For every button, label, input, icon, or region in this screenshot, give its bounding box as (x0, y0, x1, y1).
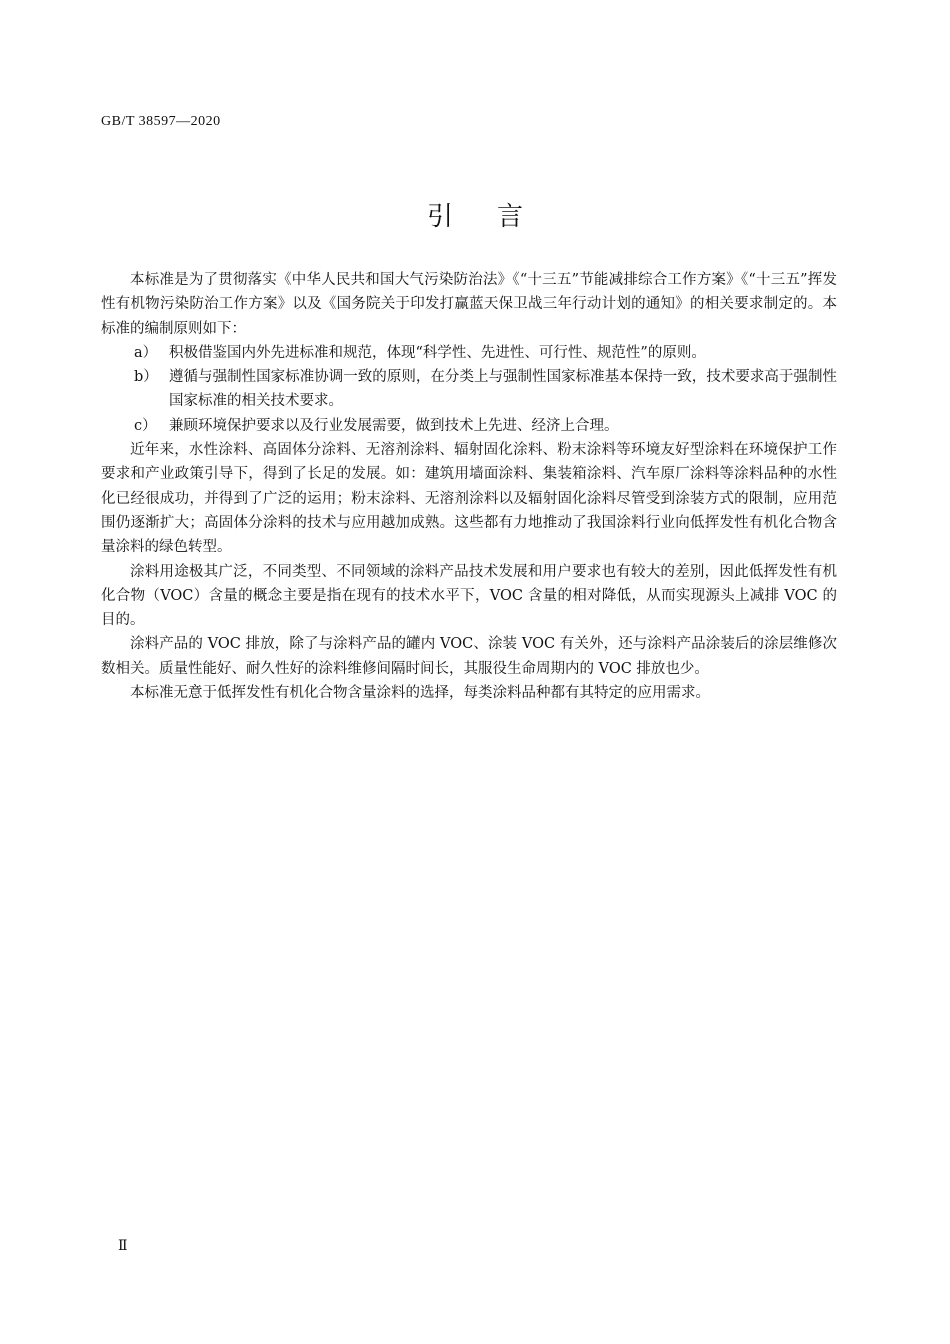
list-marker: c） (134, 417, 157, 434)
body-paragraph: 涂料产品的 VOC 排放，除了与涂料产品的罐内 VOC、涂装 VOC 有关外，还与涂料产品涂装后的涂层维修次数相关。质量性能好、耐久性好的涂料维修间隔时间长，其服役生命周期内的 VOC 排放也少。 (101, 636, 837, 677)
list-item-text: 遵循与强制性国家标准协调一致的原则，在分类上与强制性国家标准基本保持一致，技术要求高于强制性国家标准的相关技术要求。 (169, 369, 837, 410)
list-item-c (101, 414, 837, 438)
page-title: 引言 (426, 202, 567, 232)
body-paragraph: 近年来，水性涂料、高固体分涂料、无溶剂涂料、辐射固化涂料、粉末涂料等环境友好型涂料在环境保护工作要求和产业政策引导下，得到了长足的发展。如：建筑用墙面涂料、集装箱涂料、汽车原厂涂料等涂料品种的水性化已经很成功，并得到了广泛的运用；粉末涂料、无溶剂涂料以及辐射固化涂料尽管受到涂装方式的限制，应用范围仍逐渐扩大；高固体分涂料的技术与应用越加成熟。这些都有力地推动了我国涂料行业向低挥发性有机化合物含量涂料的绿色转型。 (101, 442, 837, 556)
list-item-b (101, 365, 837, 414)
body-paragraph: 涂料用途极其广泛，不同类型、不同领域的涂料产品技术发展和用户要求也有较大的差别，因此低挥发性有机化合物（VOC）含量的概念主要是指在现有的技术水平下，VOC 含量的相对降低，从而实现源头上减排 VOC 的目的。 (101, 563, 837, 629)
standard-number: GB/T 38597—2020 (101, 114, 221, 129)
page-number: Ⅱ (118, 1239, 128, 1254)
document-body (101, 268, 837, 705)
intro-paragraph: 本标准是为了贯彻落实《中华人民共和国大气污染防治法》《“十三五”节能减排综合工作方案》《“十三五”挥发性有机物污染防治工作方案》以及《国务院关于印发打赢蓝天保卫战三年行动计划的通知》的相关要求制定的。本标准的编制原则如下： (101, 272, 837, 337)
list-item-text: 兼顾环境保护要求以及行业发展需要，做到技术上先进、经济上合理。 (169, 417, 619, 434)
body-paragraph: 本标准无意于低挥发性有机化合物含量涂料的选择，每类涂料品种都有其特定的应用需求。 (130, 685, 710, 702)
list-marker: b） (134, 369, 158, 386)
list-item-a (101, 341, 837, 365)
list-item-text: 积极借鉴国内外先进标准和规范，体现“科学性、先进性、可行性、规范性”的原则。 (169, 344, 706, 361)
list-marker: a） (134, 344, 158, 361)
